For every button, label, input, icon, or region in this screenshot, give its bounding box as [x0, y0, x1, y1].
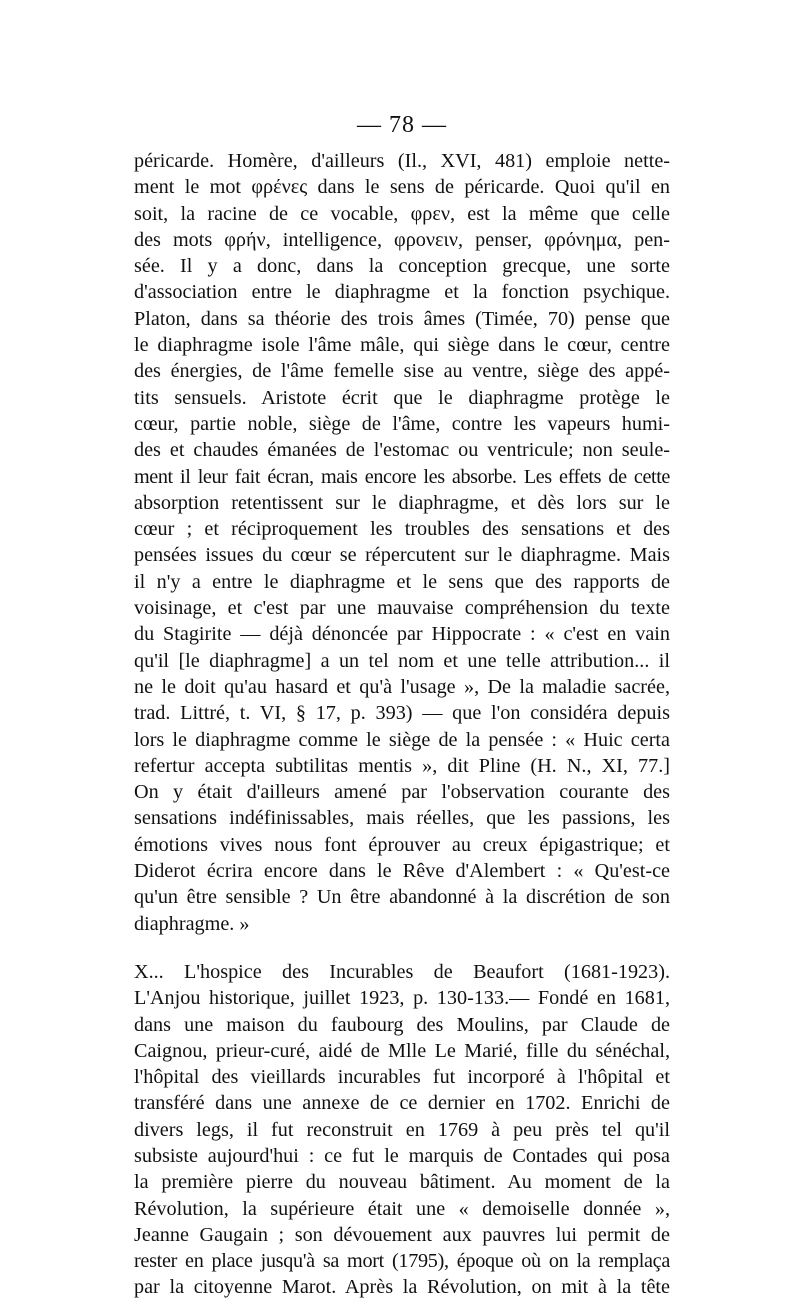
text-line: L'Anjou historique, juillet 1923, p. 130-133.— Fondé en 1681, — [134, 987, 670, 1010]
text-line: tits sensuels. Aristote écrit que le diaphragme protège le — [134, 386, 670, 409]
text-line: cœur, partie noble, siège de l'âme, contre les vapeurs humi- — [134, 412, 670, 435]
text-line: soit, la racine de ce vocable, φρεν, est la même que celle — [134, 202, 670, 225]
text-line: ment le mot φρένες dans le sens de péricarde. Quoi qu'il en — [134, 176, 670, 199]
text-line: l'hôpital des vieillards incurables fut incorporé à l'hôpital et — [134, 1066, 670, 1089]
text-line: d'association entre le diaphragme et la fonction psychique. — [134, 281, 670, 304]
text-line: Diderot écrira encore dans le Rêve d'Alembert : « Qu'est-ce — [134, 860, 670, 883]
text-line: Caignou, prieur-curé, aidé de Mlle Le Marié, fille du sénéchal, — [134, 1039, 670, 1062]
text-line: divers legs, il fut reconstruit en 1769 à peu près tel qu'il — [134, 1118, 670, 1141]
text-line: qu'il [le diaphragme] a un tel nom et une telle attribution... il — [134, 649, 670, 672]
text-line: ment il leur fait écran, mais encore les absorbe. Les effets de cette — [134, 465, 670, 488]
text-line: péricarde. Homère, d'ailleurs (Il., XVI, 481) emploie nette- — [134, 150, 670, 172]
document-page — [134, 108, 670, 1299]
text-line: Platon, dans sa théorie des trois âmes (Timée, 70) pense que — [134, 307, 670, 330]
text-line: sensations indéfinissables, mais réelles, que les passions, les — [134, 807, 670, 830]
text-line: sée. Il y a donc, dans la conception grecque, une sorte — [134, 255, 670, 278]
text-line: dans une maison du faubourg des Moulins, par Claude de — [134, 1013, 670, 1036]
text-line: rester en place jusqu'à sa mort (1795), époque où on la remplaça — [134, 1250, 670, 1273]
paragraph-gap — [134, 937, 670, 959]
text-line: du Stagirite — déjà dénoncée par Hippocrate : « c'est en vain — [134, 623, 670, 646]
text-line: voisinage, et c'est par une mauvaise compréhension du texte — [134, 597, 670, 620]
text-line: refertur accepta subtilitas mentis », dit Pline (H. N., XI, 77.] — [134, 754, 670, 777]
page-number: — 78 — — [357, 112, 447, 138]
text-line: la première pierre du nouveau bâtiment. Au moment de la — [134, 1171, 670, 1194]
text-line: Révolution, la supérieure était une « demoiselle donnée », — [134, 1197, 670, 1220]
paragraph-diaphragm — [134, 148, 670, 937]
text-line: trad. Littré, t. VI, § 17, p. 393) — que l'on considéra depuis — [134, 702, 670, 725]
text-line: des et chaudes émanées de l'estomac ou ventricule; non seule- — [134, 439, 670, 462]
text-line: X... L'hospice des Incurables de Beaufort (1681-1923). — [134, 960, 670, 983]
text-line: Jeanne Gaugain ; son dévouement aux pauvres lui permit de — [134, 1223, 670, 1246]
text-line: des énergies, de l'âme femelle sise au ventre, siège des appé- — [134, 360, 670, 383]
text-line: diaphragme. » — [134, 912, 250, 935]
text-line: il n'y a entre le diaphragme et le sens que des rapports de — [134, 570, 670, 593]
text-line: transféré dans une annexe de ce dernier en 1702. Enrichi de — [134, 1092, 670, 1115]
text-line: qu'un être sensible ? Un être abandonné à la discrétion de son — [134, 886, 670, 909]
text-line: le diaphragme isole l'âme mâle, qui siège dans le cœur, centre — [134, 334, 670, 357]
text-line: des mots φρήν, intelligence, φρονειν, penser, φρόνημα, pen- — [134, 228, 670, 251]
text-line: lors le diaphragme comme le siège de la pensée : « Huic certa — [134, 728, 670, 751]
text-line: On y était d'ailleurs amené par l'observation courante des — [134, 781, 670, 804]
text-line: émotions vives nous font éprouver au creux épigastrique; et — [134, 833, 670, 856]
text-line: subsiste aujourd'hui : ce fut le marquis de Contades qui posa — [134, 1144, 670, 1167]
text-line: par la citoyenne Marot. Après la Révolution, on mit à la tête — [134, 1276, 670, 1299]
text-line: pensées issues du cœur se répercutent sur le diaphragme. Mais — [134, 544, 670, 567]
text-line: absorption retentissent sur le diaphragme, et dès lors sur le — [134, 491, 670, 514]
paragraph-hospice — [134, 959, 670, 1301]
text-line: ne le doit qu'au hasard et qu'à l'usage », De la maladie sacrée, — [134, 675, 670, 698]
text-line: cœur ; et réciproquement les troubles des sensations et des — [134, 518, 670, 541]
